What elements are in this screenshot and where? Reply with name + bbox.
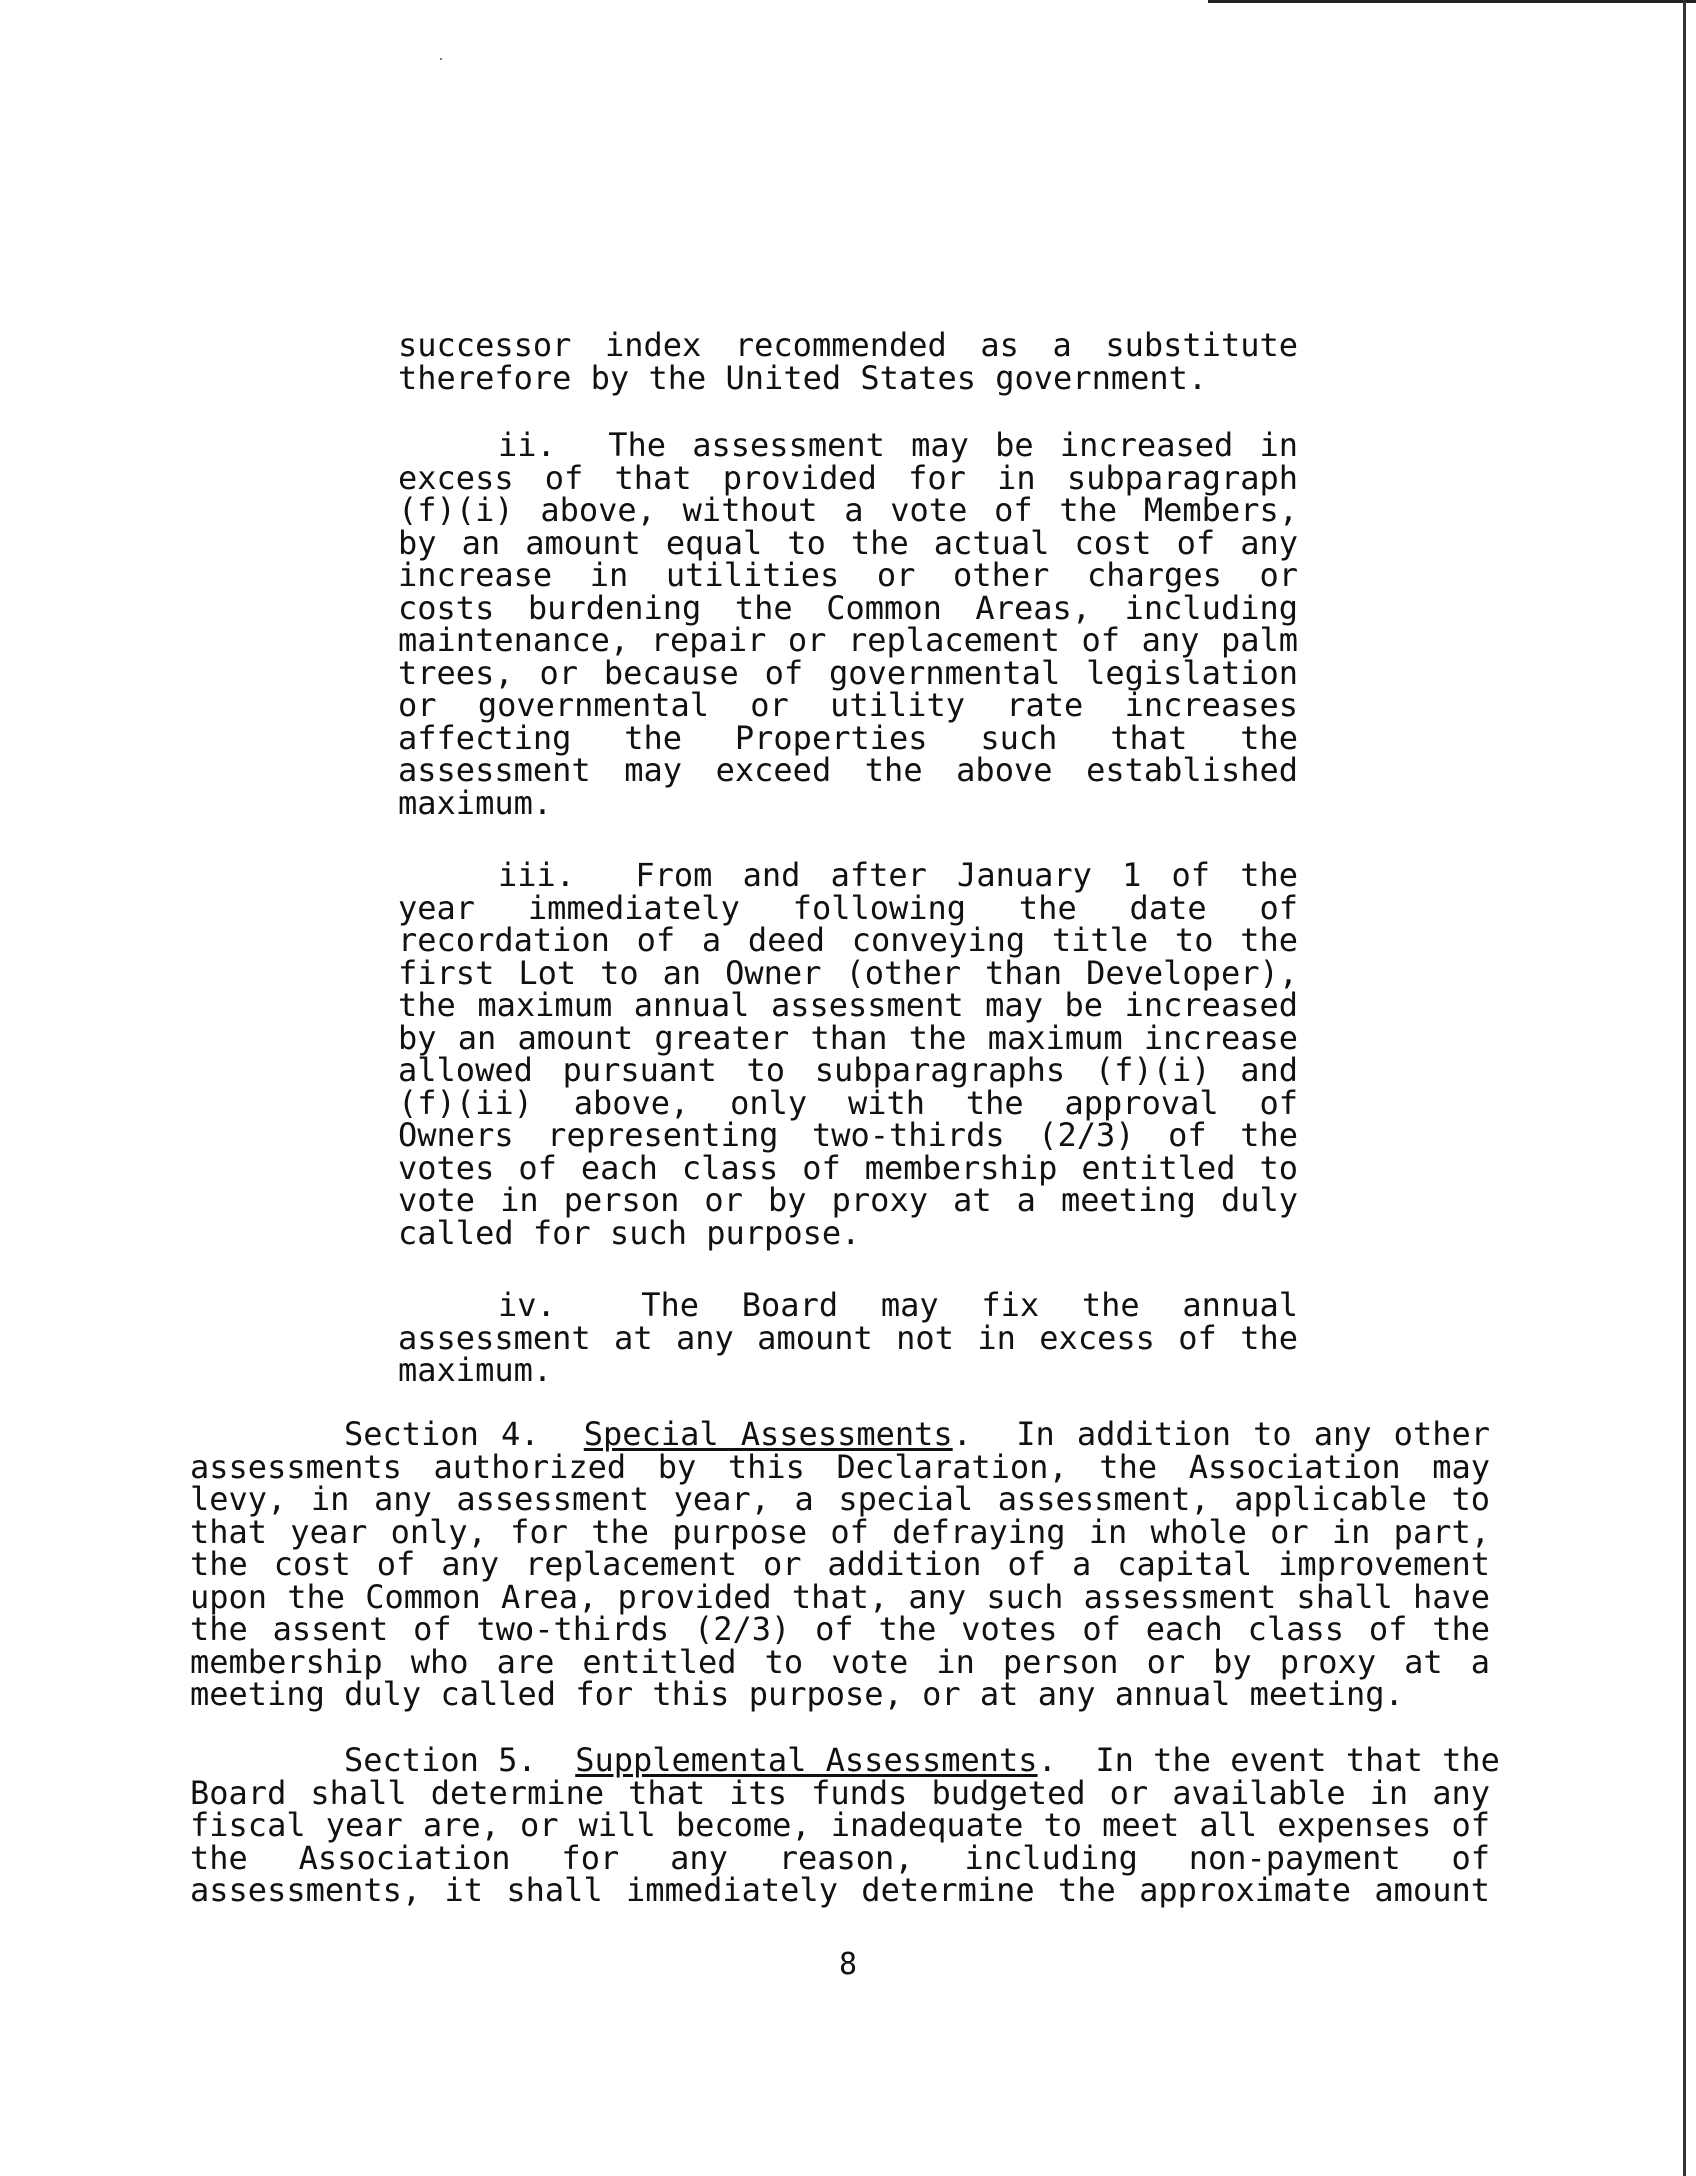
text-line: trees, or because of governmental legislation (398, 653, 1298, 692)
subparagraph-iv (398, 1286, 1298, 1389)
text-line: costs burdening the Common Areas, including (398, 588, 1298, 627)
text-line: called for such purpose. (398, 1213, 861, 1252)
section-heading-line (190, 1741, 1500, 1779)
text-line: iii. From and after January 1 of the (498, 856, 1298, 894)
text-line: that year only, for the purpose of defraying in whole or in part, (190, 1512, 1490, 1551)
text-line: the Association for any reason, including non-payment of (190, 1838, 1490, 1877)
text-line: Owners representing two-thirds (2/3) of the (398, 1116, 1298, 1154)
text-line: (f)(ii) above, only with the approval of (398, 1083, 1298, 1122)
section-heading-line (190, 1415, 1490, 1453)
text-line: Board shall determine that its funds budgeted or available in any (190, 1773, 1490, 1812)
text-line: increase in utilities or other charges or (398, 556, 1298, 594)
text-line: fiscal year are, or will become, inadequate to meet all expenses of (190, 1806, 1490, 1844)
section-first-line-text: . In addition to any other (952, 1415, 1490, 1453)
text-line: meeting duly called for this purpose, or at any annual meeting. (190, 1675, 1404, 1713)
section-title: Special Assessments (583, 1415, 953, 1453)
text-line: maximum. (398, 1351, 553, 1389)
section-5-supplemental-assessments (190, 1741, 1500, 1909)
text-line: assessment may exceed the above established (398, 751, 1298, 789)
text-line: (f)(i) above, without a vote of the Members, (398, 491, 1298, 529)
text-line: therefore by the United States government. (398, 358, 1208, 397)
text-line: the assent of two-thirds (2/3) of the votes of each class of the (190, 1610, 1490, 1648)
section-title: Supplemental Assessments (575, 1741, 1038, 1779)
text-line: votes of each class of membership entitled to (398, 1148, 1298, 1187)
text-line: assessment at any amount not in excess of the (398, 1318, 1298, 1357)
text-line: assessments, it shall immediately determine the approximate amount (190, 1871, 1490, 1909)
section-first-line-text: . In the event that the (1037, 1741, 1500, 1779)
text-line: upon the Common Area, provided that, any such assessment shall have (190, 1577, 1490, 1616)
scan-right-border (1683, 0, 1686, 2176)
text-line: year immediately following the date of (398, 888, 1298, 927)
text-line: maintenance, repair or replacement of any palm (398, 621, 1298, 659)
section-4-special-assessments (190, 1415, 1490, 1713)
continuation-paragraph (398, 326, 1298, 397)
text-line: or governmental or utility rate increases (398, 686, 1298, 724)
scan-speck (440, 58, 442, 60)
text-line: levy, in any assessment year, a special assessment, applicable to (190, 1480, 1490, 1518)
page-number: 8 (838, 1947, 858, 1982)
text-line: first Lot to an Owner (other than Developer), (398, 953, 1298, 992)
text-line: by an amount greater than the maximum increase (398, 1018, 1298, 1057)
text-line: ii. The assessment may be increased in (498, 426, 1298, 464)
text-line: iv. The Board may fix the annual (498, 1286, 1298, 1324)
text-line: assessments authorized by this Declaration, the Association may (190, 1447, 1490, 1486)
text-line: the maximum annual assessment may be increased (398, 986, 1298, 1024)
text-line: allowed pursuant to subparagraphs (f)(i) and (398, 1051, 1298, 1089)
text-line: vote in person or by proxy at a meeting duly (398, 1181, 1298, 1219)
text-line: affecting the Properties such that the (398, 718, 1298, 757)
text-line: maximum. (398, 783, 553, 822)
text-line: excess of that provided for in subparagraph (398, 458, 1298, 497)
text-line: by an amount equal to the actual cost of any (398, 523, 1298, 562)
section-label: Section 5. (344, 1741, 537, 1779)
text-line: successor index recommended as a substitute (398, 326, 1298, 364)
text-line: the cost of any replacement or addition of a capital improvement (190, 1545, 1490, 1583)
subparagraph-ii (398, 426, 1298, 822)
scan-top-border (1208, 0, 1696, 3)
text-line: recordation of a deed conveying title to the (398, 921, 1298, 959)
section-label: Section 4. (344, 1415, 540, 1453)
subparagraph-iii (398, 856, 1298, 1252)
text-line: membership who are entitled to vote in person or by proxy at a (190, 1642, 1490, 1681)
